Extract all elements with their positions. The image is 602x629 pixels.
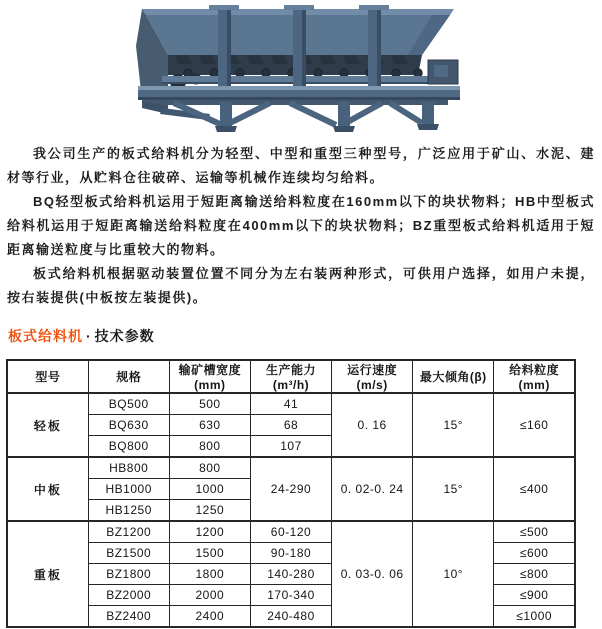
intro-paragraph-1: 我公司生产的板式给料机分为轻型、中型和重型三种型号，广泛应用于矿山、水泥、建材等行业，从贮料仓往破碎、运输等机械作连续均匀给料。 bbox=[7, 146, 595, 185]
section-title-product: 板式给料机 bbox=[8, 328, 83, 344]
feed-size-cell: ≤600 bbox=[494, 543, 575, 564]
col-header-trough-width: 输矿槽宽度(mm) bbox=[169, 360, 250, 393]
width-cell: 2000 bbox=[169, 585, 250, 606]
col-header-model: 型号 bbox=[7, 360, 88, 393]
col-header-feed-size: 给料粒度(mm) bbox=[494, 360, 575, 393]
table-row bbox=[7, 521, 575, 543]
spec-cell: BZ1500 bbox=[88, 543, 169, 564]
width-cell: 500 bbox=[169, 393, 250, 415]
feed-size-cell: ≤1000 bbox=[494, 606, 575, 628]
width-cell: 1500 bbox=[169, 543, 250, 564]
capacity-cell: 24-290 bbox=[250, 457, 331, 521]
feed-size-cell: ≤900 bbox=[494, 585, 575, 606]
section-title bbox=[8, 326, 602, 346]
spec-cell: BQ800 bbox=[88, 436, 169, 458]
speed-cell: 0. 16 bbox=[332, 393, 413, 457]
width-cell: 2400 bbox=[169, 606, 250, 628]
feed-size-cell: ≤500 bbox=[494, 521, 575, 543]
spec-cell: BZ1200 bbox=[88, 521, 169, 543]
capacity-cell: 107 bbox=[250, 436, 331, 458]
width-cell: 1000 bbox=[169, 479, 250, 500]
capacity-cell: 90-180 bbox=[250, 543, 331, 564]
spec-cell: BZ2000 bbox=[88, 585, 169, 606]
capacity-cell: 170-340 bbox=[250, 585, 331, 606]
spec-cell: HB800 bbox=[88, 457, 169, 479]
spec-cell: BZ1800 bbox=[88, 564, 169, 585]
speed-cell: 0. 02-0. 24 bbox=[332, 457, 413, 521]
width-cell: 1200 bbox=[169, 521, 250, 543]
col-header-capacity: 生产能力(m³/h) bbox=[250, 360, 331, 393]
feed-size-cell: ≤160 bbox=[494, 393, 575, 457]
spec-cell: HB1000 bbox=[88, 479, 169, 500]
angle-cell: 15° bbox=[413, 457, 494, 521]
angle-cell: 10° bbox=[413, 521, 494, 627]
table-row bbox=[7, 393, 575, 415]
angle-cell: 15° bbox=[413, 393, 494, 457]
col-header-spec: 规格 bbox=[88, 360, 169, 393]
plate-feeder-photo bbox=[122, 2, 470, 134]
intro-paragraph-2: BQ轻型板式给料机运用于短距离输送给料粒度在160mm以下的块状物料；HB中型板式给料机运用于短距离输送给料粒度在400mm以下的块状物料；BZ重型板式给料机适用于短距离输送粒度与比重较大的物料。 bbox=[7, 194, 595, 257]
model-cell-medium: 中板 bbox=[7, 457, 88, 521]
product-photo-area bbox=[0, 0, 602, 134]
spec-cell: BQ500 bbox=[88, 393, 169, 415]
spec-table bbox=[6, 359, 576, 628]
spec-cell: BQ630 bbox=[88, 415, 169, 436]
width-cell: 1800 bbox=[169, 564, 250, 585]
capacity-cell: 68 bbox=[250, 415, 331, 436]
spec-table-header-row bbox=[7, 360, 575, 393]
width-cell: 630 bbox=[169, 415, 250, 436]
capacity-cell: 60-120 bbox=[250, 521, 331, 543]
spec-cell: HB1250 bbox=[88, 500, 169, 522]
table-row bbox=[7, 457, 575, 479]
section-title-suffix: 技术参数 bbox=[94, 328, 155, 344]
spec-cell: BZ2400 bbox=[88, 606, 169, 628]
col-header-speed: 运行速度(m/s) bbox=[332, 360, 413, 393]
col-header-max-angle: 最大倾角(β) bbox=[413, 360, 494, 393]
model-cell-heavy: 重板 bbox=[7, 521, 88, 627]
width-cell: 800 bbox=[169, 436, 250, 458]
capacity-cell: 240-480 bbox=[250, 606, 331, 628]
product-description bbox=[7, 142, 595, 310]
width-cell: 1250 bbox=[169, 500, 250, 522]
intro-paragraph-3: 板式给料机根据驱动装置位置不同分为左右装两种形式，可供用户选择，如用户未提，按右装提供(中板按左装提供)。 bbox=[7, 266, 595, 305]
capacity-cell: 140-280 bbox=[250, 564, 331, 585]
width-cell: 800 bbox=[169, 457, 250, 479]
capacity-cell: 41 bbox=[250, 393, 331, 415]
feed-size-cell: ≤400 bbox=[494, 457, 575, 521]
feed-size-cell: ≤800 bbox=[494, 564, 575, 585]
speed-cell: 0. 03-0. 06 bbox=[332, 521, 413, 627]
model-cell-light: 轻板 bbox=[7, 393, 88, 457]
section-title-separator: · bbox=[86, 328, 92, 344]
